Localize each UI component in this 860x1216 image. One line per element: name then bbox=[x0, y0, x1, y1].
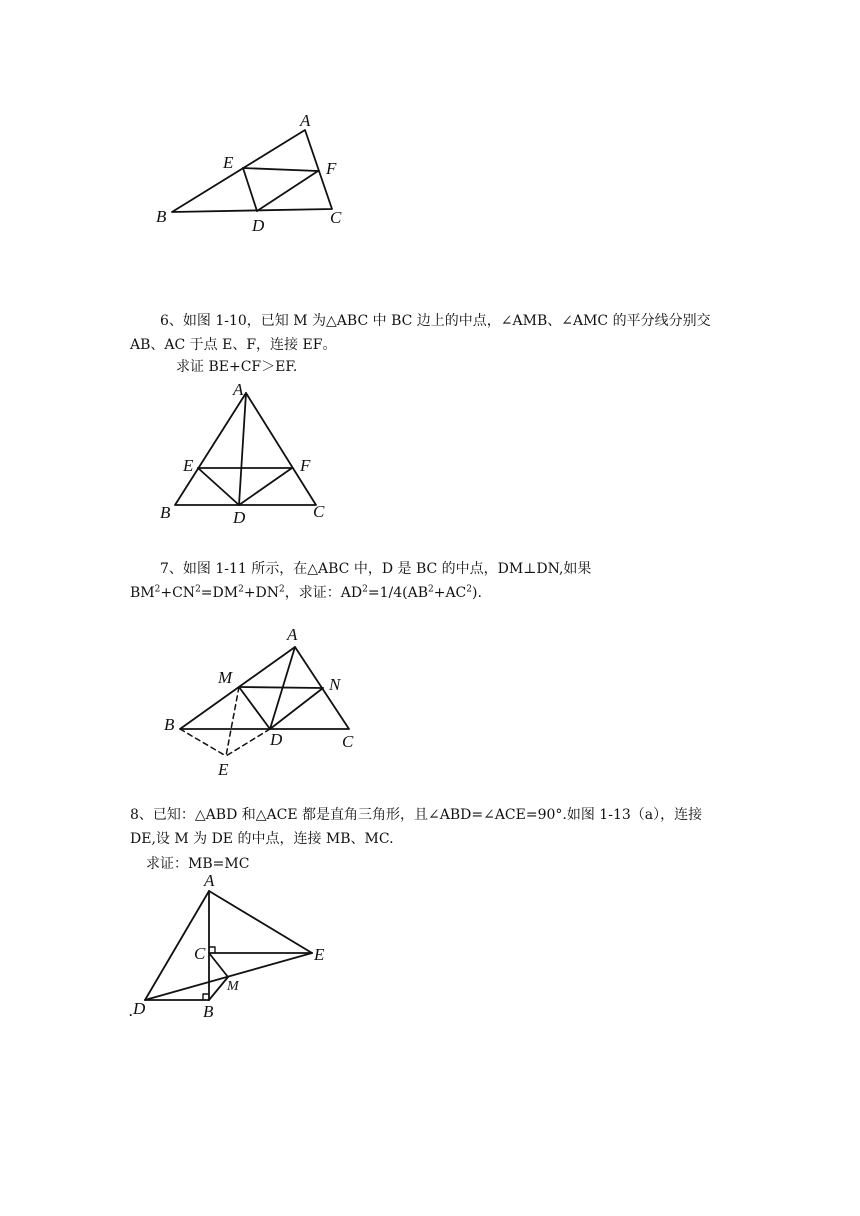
label-d: D bbox=[252, 216, 265, 235]
label-c: C bbox=[194, 944, 206, 963]
label-f: F bbox=[300, 456, 311, 475]
label-f: F bbox=[326, 159, 337, 178]
label-d: D bbox=[133, 999, 146, 1018]
problem-8-text: 8、已知：△ABD 和△ACE 都是直角三角形，且∠ABD=∠ACE=90°.如图 1-13（a），连接 DE,设 M 为 DE 的中点，连接 MB、MC. bbox=[130, 807, 703, 847]
label-e: E bbox=[314, 945, 325, 964]
label-a: A bbox=[287, 625, 298, 644]
problem-7-text: 7、如图 1-11 所示，在△ABC 中，D 是 BC 的中点，DM⊥DN,如果 $BM^2+CN^2=DM^2+DN^2$，求证：$AD^2=1/4(AB^2+AC^2)$. bbox=[130, 561, 592, 601]
label-n: N bbox=[329, 675, 341, 694]
problem-6-text: 6、如图 1-10，已知 M 为△ABC 中 BC 边上的中点，∠AMB、∠AMC 的平分线分别交 AB、AC 于点 E、F，连接 EF。 bbox=[130, 313, 711, 353]
label-b: B bbox=[203, 1002, 214, 1021]
label-c: C bbox=[313, 502, 325, 521]
label-c: C bbox=[342, 732, 354, 751]
label-e: E bbox=[183, 456, 194, 475]
label-a: A bbox=[204, 871, 215, 890]
segment-ae bbox=[209, 891, 312, 953]
label-d: D bbox=[233, 508, 246, 527]
problem-6-prove: 求证 BE+CF＞EF. bbox=[176, 359, 298, 375]
label-m: M bbox=[218, 668, 233, 687]
label-e: E bbox=[223, 153, 234, 172]
label-b: B bbox=[156, 207, 167, 226]
label-c: C bbox=[330, 208, 342, 227]
label-b: B bbox=[164, 715, 175, 734]
label-m: M bbox=[227, 979, 239, 994]
label-prefix-mark: . bbox=[129, 1001, 134, 1020]
label-e: E bbox=[218, 760, 229, 779]
label-a: A bbox=[300, 111, 311, 130]
label-d: D bbox=[270, 730, 283, 749]
label-a: A bbox=[233, 380, 244, 399]
segment-cm bbox=[209, 953, 228, 977]
problem-8-prove: 求证：MB=MC bbox=[146, 856, 250, 872]
label-b: B bbox=[160, 503, 171, 522]
